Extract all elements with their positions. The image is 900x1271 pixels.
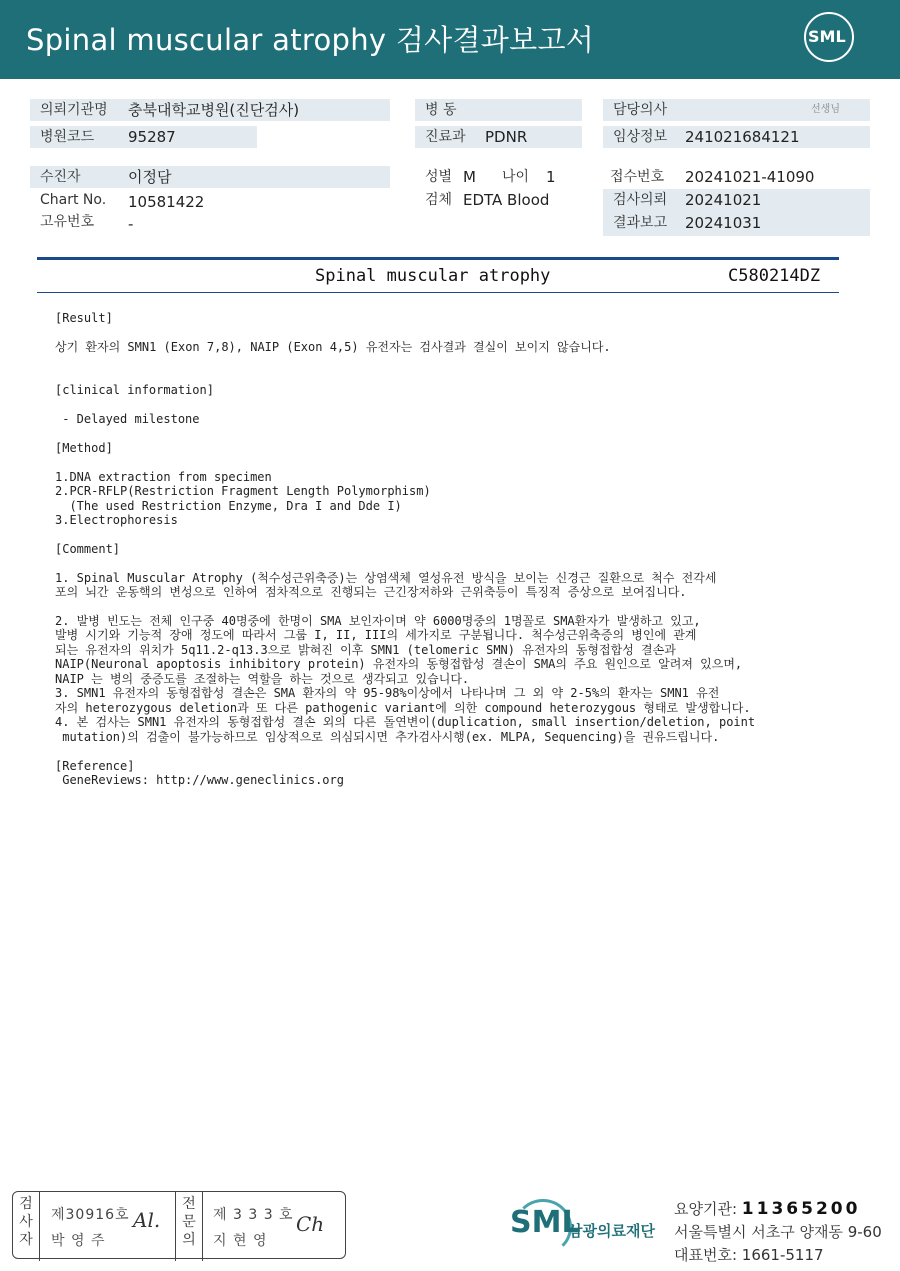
specimen-label: 검체	[425, 192, 453, 208]
clinical-label: 임상정보	[613, 129, 668, 145]
ward-row	[415, 99, 582, 121]
institution-label: 의뢰기관명	[40, 102, 108, 118]
dates-block	[603, 189, 870, 236]
doctor-row	[603, 99, 870, 121]
result-heading: [Result]	[55, 311, 113, 325]
method-line: 1.DNA extraction from specimen	[55, 470, 272, 484]
method-line: 3.Electrophoresis	[55, 513, 178, 527]
institution-value: 충북대학교병원(진단검사)	[128, 101, 300, 119]
examiner-column: 검 사 자	[13, 1192, 40, 1261]
method-line: 2.PCR-RFLP(Restriction Fragment Length Polymorphism)	[55, 484, 431, 498]
sex-value: M	[463, 168, 476, 186]
dept-label: 진료과	[425, 129, 466, 145]
comment-line: NAIP 는 병의 중증도를 조절하는 역할을 하는 것으로 생각되고 있습니다.	[55, 672, 470, 686]
examiner-name: 박 영 주	[51, 1233, 106, 1249]
chart-value: 10581422	[128, 193, 205, 211]
institution-code: 요양기관: 11365200	[674, 1199, 861, 1219]
hospital-code-row	[30, 126, 257, 148]
divider-thick	[37, 257, 839, 260]
specialist-signature: Ch	[296, 1212, 325, 1236]
reference-heading: [Reference]	[55, 759, 135, 773]
examiner-license: 제30916호	[51, 1207, 130, 1223]
age-value: 1	[546, 168, 556, 186]
comment-heading: [Comment]	[55, 542, 121, 556]
phone: 대표번호: 1661-5117	[674, 1246, 824, 1264]
test-code: C580214DZ	[728, 266, 821, 286]
clinical-heading: [clinical information]	[55, 383, 214, 397]
comment-line: 발병 시기와 기능적 장애 정도에 따라서 그룹 I, II, III의 세가지로 구분됩니다. 척수성근위축증의 병인에 관계	[55, 628, 697, 642]
report-header	[0, 0, 900, 79]
patient-value: 이정담	[128, 168, 172, 186]
comment-line: 2. 발병 빈도는 전체 인구중 40명중에 한명이 SMA 보인자이며 약 6000명중의 1명꼴로 SMA환자가 발생하고 있고,	[55, 614, 701, 628]
receipt-value: 20241021-41090	[685, 168, 815, 186]
report-value: 20241031	[685, 214, 762, 232]
report-title: Spinal muscular atrophy 검사결과보고서	[26, 23, 595, 57]
report-label: 결과보고	[613, 215, 668, 231]
clinical-row	[603, 126, 870, 148]
address: 서울특별시 서초구 양재동 9-60	[674, 1223, 882, 1241]
signature-box	[12, 1191, 346, 1259]
request-label: 검사의뢰	[613, 192, 668, 208]
age-label: 나이	[502, 169, 530, 185]
divider-thin	[37, 292, 839, 293]
foundation-name: 삼광의료재단	[568, 1222, 655, 1240]
unique-value: -	[128, 215, 134, 233]
comment-line: 1. Spinal Muscular Atrophy (척수성근위축증)는 상염색체 열성유전 방식을 보이는 신경근 질환으로 척수 전각세	[55, 571, 717, 585]
receipt-label: 접수번호	[610, 169, 665, 185]
examiner-signature: Al.	[133, 1208, 161, 1232]
doctor-label: 담당의사	[613, 102, 668, 118]
sml-logo-icon: SML	[804, 12, 854, 62]
specimen-value: EDTA Blood	[463, 191, 550, 209]
specialist-column: 전 문 의	[175, 1192, 203, 1261]
clinical-text: - Delayed milestone	[55, 412, 200, 426]
comment-line: 자의 heterozygous deletion과 또 다른 pathogenic variant에 의한 compound heterozygous 형태로 발생합니다.	[55, 701, 751, 715]
comment-line: mutation)의 검출이 불가능하므로 임상적으로 의심되시면 추가검사시행(ex. MLPA, Sequencing)을 권유드립니다.	[55, 730, 720, 744]
sml-logo-text: SML	[510, 1205, 581, 1240]
test-name: Spinal muscular atrophy	[315, 266, 551, 286]
sex-label: 성별	[425, 169, 453, 185]
result-text: 상기 환자의 SMN1 (Exon 7,8), NAIP (Exon 4,5) 유전자는 검사결과 결실이 보이지 않습니다.	[55, 340, 611, 354]
hospital-code-label: 병원코드	[40, 129, 95, 145]
dept-row	[415, 126, 582, 148]
hospital-code-value: 95287	[128, 128, 176, 146]
doctor-suffix: 선생님	[811, 104, 840, 115]
patient-label: 수진자	[40, 169, 81, 185]
method-line: (The used Restriction Enzyme, Dra I and Dde I)	[55, 499, 402, 513]
chart-label: Chart No.	[40, 192, 107, 208]
comment-line: 3. SMN1 유전자의 동형접합성 결손은 SMA 환자의 약 95-98%이상에서 나타나며 그 외 약 2-5%의 환자는 SMN1 유전	[55, 686, 720, 700]
specialist-name: 지 현 영	[213, 1233, 268, 1249]
reference-text: GeneReviews: http://www.geneclinics.org	[55, 773, 344, 787]
unique-label: 고유번호	[40, 214, 95, 230]
clinical-value: 241021684121	[685, 128, 800, 146]
ward-label: 병 동	[425, 102, 457, 118]
request-value: 20241021	[685, 191, 762, 209]
method-heading: [Method]	[55, 441, 113, 455]
institution-row	[30, 99, 390, 121]
comment-line: 되는 유전자의 위치가 5q11.2-q13.3으로 밝혀진 이후 SMN1 (telomeric SMN) 유전자의 동형접합성 결손과	[55, 643, 676, 657]
comment-line: 포의 뇌간 운동핵의 변성으로 인하여 점차적으로 진행되는 근긴장저하와 근위축등이 특징적 증상으로 보여집니다.	[55, 585, 687, 599]
comment-line: 4. 본 검사는 SMN1 유전자의 동형접합성 결손 외의 다른 돌연변이(duplication, small insertion/deletion, point	[55, 715, 756, 729]
specialist-license: 제 3 3 3 호	[213, 1207, 294, 1223]
comment-line: NAIP(Neuronal apoptosis inhibitory protein) 유전자의 동형접합성 결손이 SMA의 주요 원인으로 알려져 있으며,	[55, 657, 743, 671]
patient-row	[30, 166, 390, 188]
dept-value: PDNR	[485, 128, 528, 146]
